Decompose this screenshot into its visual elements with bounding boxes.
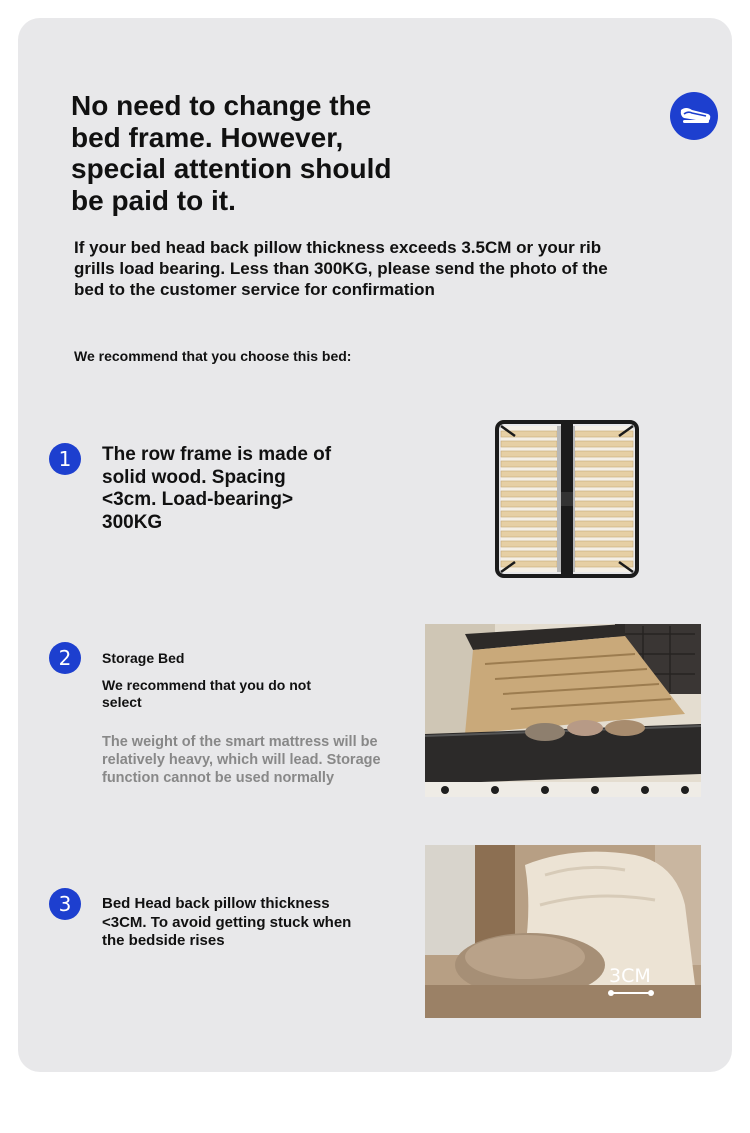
point-1-text: The row frame is made of solid wood. Spacing <3cm. Load-bearing> 300KG bbox=[102, 444, 332, 533]
page-title: No need to change the bed frame. However, special attention should be paid to it. bbox=[71, 90, 392, 216]
point-2-subtitle: We recommend that you do not select bbox=[102, 677, 311, 710]
point-3-text: Bed Head back pillow thickness <3CM. To avoid getting stuck when the bedside rises bbox=[102, 895, 352, 949]
bed-badge bbox=[670, 92, 718, 140]
dimension-label: 3CM bbox=[609, 965, 651, 987]
storage-bed-photo bbox=[425, 624, 701, 797]
step-number-2: 2 bbox=[49, 642, 81, 674]
intro-text: If your bed head back pillow thickness exceeds 3.5CM or your rib grills load bearing. Less than 300KG, please send the photo of the bed to the customer service for confirmation bbox=[74, 238, 608, 299]
recommend-label: We recommend that you choose this bed: bbox=[74, 348, 352, 364]
step-number-1: 1 bbox=[49, 443, 81, 475]
slat-frame-image bbox=[495, 420, 639, 578]
point-2-note: The weight of the smart mattress will be relatively heavy, which will lead. Storage function cannot be used normally bbox=[102, 734, 381, 786]
headboard-pillow-photo bbox=[425, 845, 701, 1018]
point-2-title: Storage Bed bbox=[102, 650, 185, 666]
bed-badge-icon bbox=[678, 102, 712, 130]
step-number-3: 3 bbox=[49, 888, 81, 920]
